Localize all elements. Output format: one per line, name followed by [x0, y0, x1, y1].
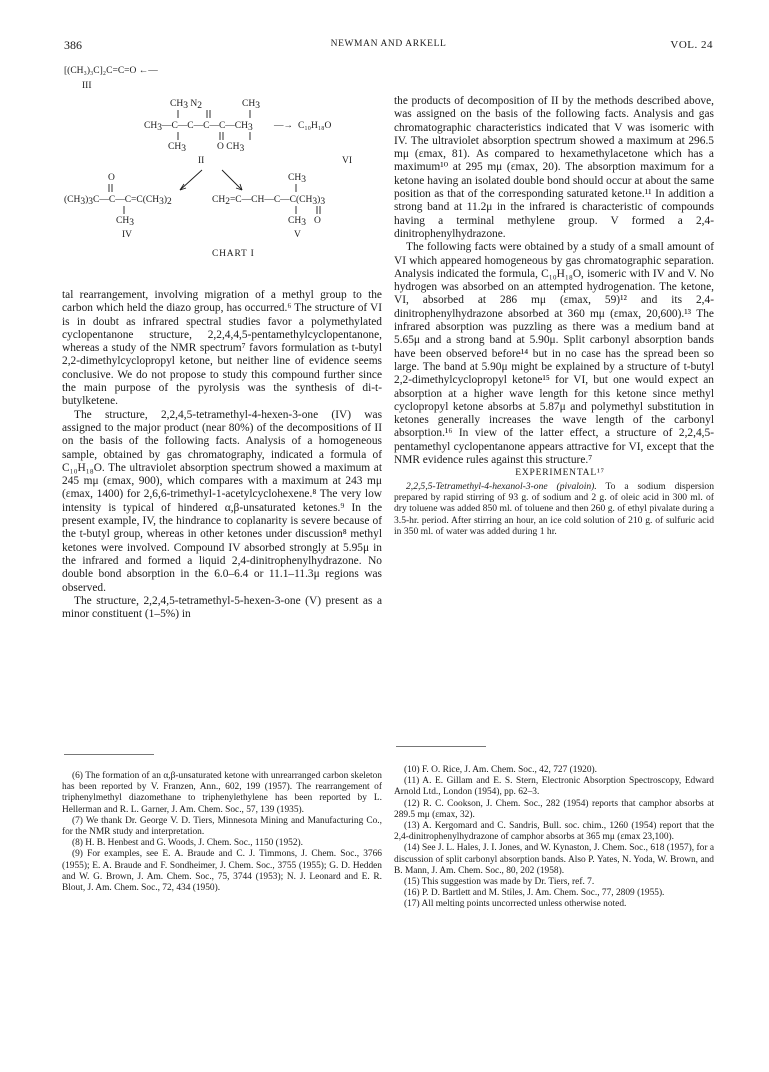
- chart-caption: CHART I: [212, 249, 255, 259]
- left-column: [62, 289, 382, 621]
- svg-text:CH3 N2: CH3 N2: [170, 99, 202, 111]
- footnote: (15) This suggestion was made by Dr. Tiers, ref. 7.: [404, 877, 595, 888]
- footnote-divider-left: [64, 754, 154, 755]
- experimental-text: To a sodium dispersion prepared by rapid stirring of 93 g. of sodium and 2 g. of oleic acid in 300 ml. of dry toluene was added 850 ml. of toluene and then 260 g. of ethyl pivalate during a 3.5-hr. period. After stirring an hour, an ice cold solution of 210 g. of sulfuric acid in 350 ml. of water was added during 1 hr.: [394, 480, 715, 538]
- running-head: NEWMAN AND ARKELL: [330, 39, 447, 49]
- svg-text:O CH3: O CH3: [217, 142, 245, 154]
- svg-text:CH3: CH3: [242, 99, 260, 111]
- right-paragraph-1: the products of decomposition of II by the methods described above, was assigned on the basis of the following facts. Analysis and gas chromatographic characteristics indicated that V was isomeric with IV. The ultraviolet absorption spectrum showed a maximum at 296.5 mμ (εmax, 81). As compared to hexamethylacetone which has a maximum¹⁰ at 295 mμ (εmax, 20). The absorption maximum for a ketone having an isolated double bond should occur at about the same position as that of the corresponding saturated ketone.¹¹ In addition a strong band at 11.2μ in the infrared is characteristic of compounds having a terminal methylene group. V formed a 2,4-dinitrophenylhydrazone.: [394, 95, 714, 240]
- footnote: (17) All melting points uncorrected unless otherwise noted.: [404, 899, 627, 910]
- svg-text:CH3: CH3: [116, 216, 134, 228]
- svg-text:CH3—C—C—C—C—CH3: CH3—C—C—C—C—CH3: [144, 121, 253, 133]
- svg-text:(CH3)3C—C—C=C(CH3)2: (CH3)3C—C—C=C(CH3)2: [64, 195, 172, 207]
- footnote: (14) See J. L. Hales, J. I. Jones, and W. Kynaston, J. Chem. Soc., 618 (1957), for a discussion of split carbonyl absorption bands. Also P. Yates, N. Yoda, W. Brown, and B. Mann, J. Am. Chem. Soc., 80, 202 (1958).: [394, 843, 714, 876]
- svg-text:—→: —→: [274, 121, 293, 131]
- footnote: (11) A. E. Gillam and E. S. Stern, Electronic Absorption Spectroscopy, Edward Arnold Ltd., London (1954), pp. 62–3.: [394, 776, 714, 798]
- chart-i-scheme: [62, 60, 384, 288]
- footnote: (10) F. O. Rice, J. Am. Chem. Soc., 42, 727 (1920).: [404, 765, 597, 775]
- right-paragraph-2: The following facts were obtained by a study of a small amount of VI which appeared homogeneous by gas chromatographic separation. Analysis indicated the formula, C₁₀H₁₈O, isomeric with IV and V. No hydrogen was absorbed on an attempted hydrogenation. The ketone, VI, absorbed at 286 mμ (εmax, 59)¹² and its 2,4-dinitrophenylhydrazone absorbed at 360 mμ (εmax, 20,600).¹³ The infrared absorption was puzzling as there was a medium band at 5.65μ and a strong band at 5.90μ. Split carbonyl absorption bands have been observed before¹⁴ but in no case has the spread been so large. The band at 5.90μ might be explained by a structure of t-butyl 2,2-dimethylcyclopropyl ketone¹⁵ for VI, but one would expect an absorption at a higher wave length for this ketone since methyl cyclopropyl ketone absorbs at 5.87μ and polymethyl substitution in ketones generally increases the wave length of the carbonyl absorption.¹⁶ In view of the latter effect, a structure of 2,2,4,5-pentamethyl cyclopentanone appears attractive for VI, except that the NMR evidence rules against this structure.⁷: [394, 241, 714, 467]
- svg-text:O: O: [314, 216, 321, 226]
- label-vi: VI: [342, 156, 353, 166]
- footnote: (13) A. Kergomard and C. Sandris, Bull. soc. chim., 1260 (1954) report that the 2,4-dinitrophenylhydrazone of camphor absorbs at 365 mμ (εmax 23,100).: [394, 821, 714, 843]
- left-paragraph-2: The structure, 2,2,4,5-tetramethyl-4-hexen-3-one (IV) was assigned to the major product (near 80%) of the decompositions of II on the basis of the following facts. Analysis of a homogeneous sample, obtained by gas chromatography, indicated a formula of C₁₀H₁₈O. The ultraviolet absorption spectrum showed a maximum at 245 mμ (εmax, 900), which compares with a maximum at 243 mμ (εmax, 1400) for 2,6,6-trimethyl-1-acetylcyclohexene.⁸ The very low intensity is typical of hindered α,β-unsaturated ketones.⁹ In the present example, IV, the hindrance to coplanarity is severe because of the t-butyl group, whereas in other ketones under discussion⁸ methyl ketones were involved. Compound IV absorbed strongly at 5.95μ in the infrared and formed a liquid 2,4-dinitrophenylhydrazone. No double bond absorption in the 6.0–6.4 or 11.1–11.3μ regions was observed.: [62, 408, 382, 594]
- footnote-divider-right: [396, 746, 486, 747]
- product-formula: C₁₀H₁₈O: [298, 121, 332, 131]
- reaction-scheme: [62, 60, 384, 288]
- footnote: (16) P. D. Bartlett and M. Stiles, J. Am. Chem. Soc., 77, 2809 (1955).: [404, 888, 665, 899]
- footnote: (6) The formation of an α,β-unsaturated ketone with unrearranged carbon skeleton has been reported by V. Franzen, Ann., 602, 199 (1957). The rearrangement of triphenylmethyl diazomethane to triphenylethylene has been reported by L. Hellerman and R. L. Garner, J. Am. Chem. Soc., 57, 139 (1935).: [62, 771, 382, 815]
- page-header: [64, 38, 713, 54]
- svg-text:CH2=C—CH—C—C(CH3)3: CH2=C—CH—C—C(CH3)3: [212, 195, 326, 207]
- label-iii: III: [82, 81, 92, 91]
- footnote: (9) For examples, see E. A. Braude and C. J. Timmons, J. Chem. Soc., 3766 (1955); E. A. Braude and F. Sondheimer, J. Chem. Soc., 3755 (1955); G. D. Hedden and W. G. Brown, J. Am. Chem. Soc., 75, 3744 (1953); N. J. Leonard and E. R. Blout, J. Am. Chem. Soc., 72, 434 (1950).: [62, 849, 382, 894]
- footnote: (12) R. C. Cookson, J. Chem. Soc., 282 (1954) reports that camphor absorbs at 289.5 mμ (εmax, 32).: [394, 798, 714, 820]
- volume-label: VOL. 24: [670, 39, 713, 51]
- compound-iii-formula: [(CH₃)₃C]₂C=C=O ←—: [64, 66, 158, 76]
- footnotes-left: [62, 771, 382, 894]
- left-paragraph-1: tal rearrangement, involving migration of a methyl group to the carbon which held the diazo group, has occurred.⁶ The structure of VI is in doubt as infrared spectral studies favor a polymethylated cyclopentanone structure, 2,2,4,4,5-pentamethylcyclopentanone, whereas a study of the NMR spectrum⁷ favors formulation as t-butyl 2,2-dimethylcyclopropyl ketone, but neither line of evidence seems conclusive. We do not propose to study this compound further since the main purpose of the pyrolysis was the synthesis of di-t-butylketene.: [62, 289, 382, 408]
- footnotes-right: [394, 765, 714, 911]
- label-ii: II: [198, 156, 205, 166]
- label-v: V: [294, 230, 301, 240]
- page-number: 386: [64, 38, 82, 52]
- svg-text:CH3: CH3: [288, 216, 306, 228]
- experimental-section: [394, 467, 714, 537]
- svg-text:O: O: [108, 173, 115, 183]
- experimental-title: 2,2,5,5-Tetramethyl-4-hexanol-3-one (pivaloin).: [406, 480, 597, 492]
- svg-text:CH3: CH3: [288, 173, 306, 185]
- footnote: (8) H. B. Henbest and G. Woods, J. Chem. Soc., 1150 (1952).: [72, 838, 303, 849]
- right-column: [394, 95, 714, 538]
- left-paragraph-3: The structure, 2,2,4,5-tetramethyl-5-hexen-3-one (V) present as a minor constituent (1–5%) in: [62, 594, 382, 621]
- experimental-heading: EXPERIMENTAL¹⁷: [515, 468, 605, 479]
- label-iv: IV: [122, 230, 133, 240]
- svg-text:CH3: CH3: [168, 142, 186, 154]
- footnote: (7) We thank Dr. George V. D. Tiers, Minnesota Mining and Manufacturing Co., for the NMR study and interpretation.: [62, 815, 382, 838]
